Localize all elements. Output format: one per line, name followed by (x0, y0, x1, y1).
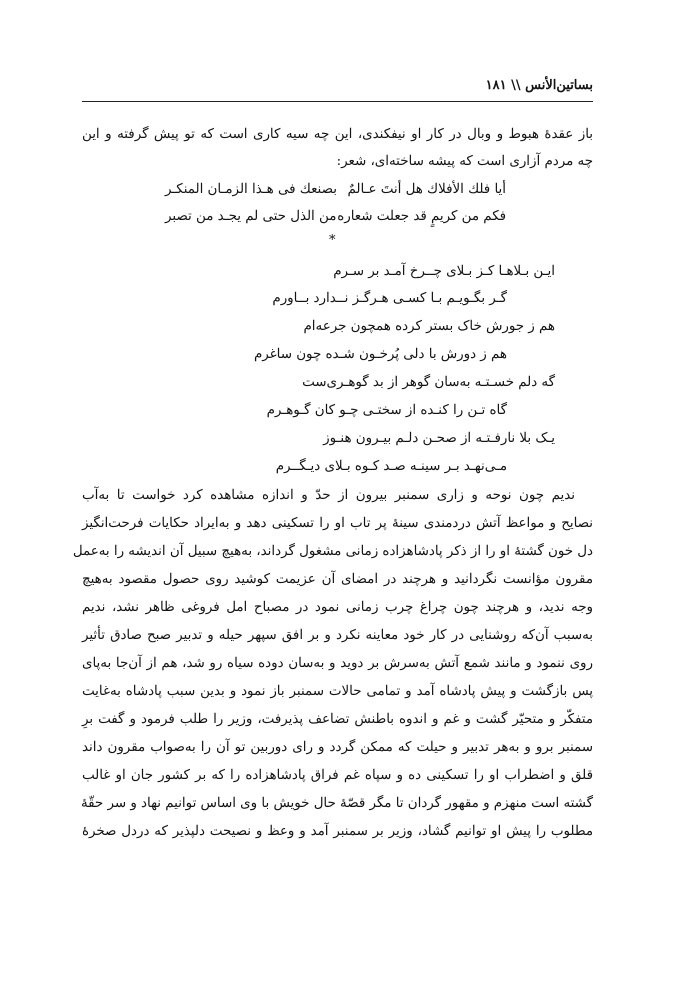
persian-verse: ایـن بـلاهـا کـز بـلای چــرخ آمـد بر سـرم (333, 264, 555, 279)
running-head: بساتین‌الأنس \\ ۱۸۱ (485, 78, 593, 93)
arabic-verse-left: بصنعك فی هـذا الزمـان المنكـر (165, 182, 337, 197)
text-line: گشته است منهزم و مقهور گردان تا مگر قصّهٔ حال خویش با وی اساس توانیم نهاد و سر حقّهٔ (80, 796, 593, 811)
text-line: مقرون مؤانست نگردانید و هرچند در امضای آن عزیمت کوشید روی حصول مقصود به‌هیچ (82, 572, 593, 587)
text-line: باز عقدهٔ هبوط و وبال در کار او نیفکندی، این چه سیه کاری است که تو پیش گرفته و این (82, 127, 593, 142)
text-line: پس بازگشت و پیش پادشاه آمد و تمامی حالات سمنبر باز نمود و بدین سبب پادشاه به‌غایت (82, 684, 593, 699)
verse-separator: * (329, 233, 336, 248)
text-line-indented: ندیم چون نوحه و زاری سمنبر بیرون از حدّ و اندازه مشاهده کرد خواست تا به‌آب (82, 488, 575, 503)
persian-verse: یـک بلا نارفـتـه از صحـن دلـم بیـرون هنـوز (323, 431, 555, 446)
arabic-verse-right: فکم من کریمٍ قد جعلت شعاره (337, 209, 506, 224)
text-line: وجه ندید، و هرچند چون چراغ چرب زمانی نمود در مصباح امل فروغی ظاهر نشد، ندیم (82, 600, 593, 615)
persian-verse: مـی‌نهـد بـر سینـه صـد کـوه بـلای دیـگــرم (275, 459, 507, 474)
text-line: چه مردم آزاری است که پیشه ساخته‌ای، شعر: (336, 154, 593, 169)
text-line: سمنبر برو و به‌هر تدبیر و حیلت که ممکن گردد و رای دوربین تو آن را به‌صواب مقرون داند (82, 740, 593, 755)
text-line: دل خون گشتهٔ او را از ذکر پادشاهزاده زمانی مشغول گرداند، به‌هیچ سبیل آن اندیشه را به‌عمل (72, 544, 593, 559)
text-line: قلق و اضطراب او را تسکینی ده و سپاه غم فراق پادشاهزاده را که بر کشور جان او غالب (82, 768, 593, 783)
header-rule (82, 101, 593, 102)
persian-verse: گاه تـن را کنـده از سختـی چـو کان گـوهـرم (266, 403, 507, 418)
text-line: نصایح و مواعظ آتش دردمندی سینهٔ پر تاب او را تسکینی دهد و به‌ایراد حکایات فرحت‌انگیز (82, 516, 593, 531)
persian-verse: گه دلم خسـتـه به‌سان گوهر از بد گوهـری‌ست (302, 375, 555, 390)
persian-verse: گـر بگـویـم بـا کسـی هـرگـز نــدارد بــاورم (272, 291, 507, 306)
text-line: متفکّر و متحیّر گشت و غم و اندوه باطنش تضاعف پذیرفت، وزیر را طلب فرمود و گفت برِ (82, 712, 593, 727)
arabic-verse-left: من الذل حتی لم یجـد من تصبر (165, 209, 337, 224)
arabic-verse-right: أیا فلك الأفلاك هل أنتَ عـالمٌ (347, 182, 506, 197)
persian-verse: هم ز جورش خاک بستر کرده همچون جرعه‌ام (303, 319, 555, 334)
text-line: به‌سبب آن‌که روشنایی در کار خود معاینه نکرد و بر افق سپهر حیله و تدبیر صبح صادق تأثیر (82, 628, 593, 643)
text-line: روی ننمود و مانند شمع آتش به‌سرش بر دوید و به‌سان دوده سیاه رو شد، هم از آن‌جا به‌پای (82, 656, 593, 671)
text-line: مطلوب را پیش او توانیم گشاد، وزیر بر سمنبر آمد و وعظ و نصیحت دلپذیر که دردل صخرهٔ (82, 824, 593, 839)
persian-verse: هم ز دورش با دلی پُرخـون شـده چون ساغرم (253, 347, 507, 362)
